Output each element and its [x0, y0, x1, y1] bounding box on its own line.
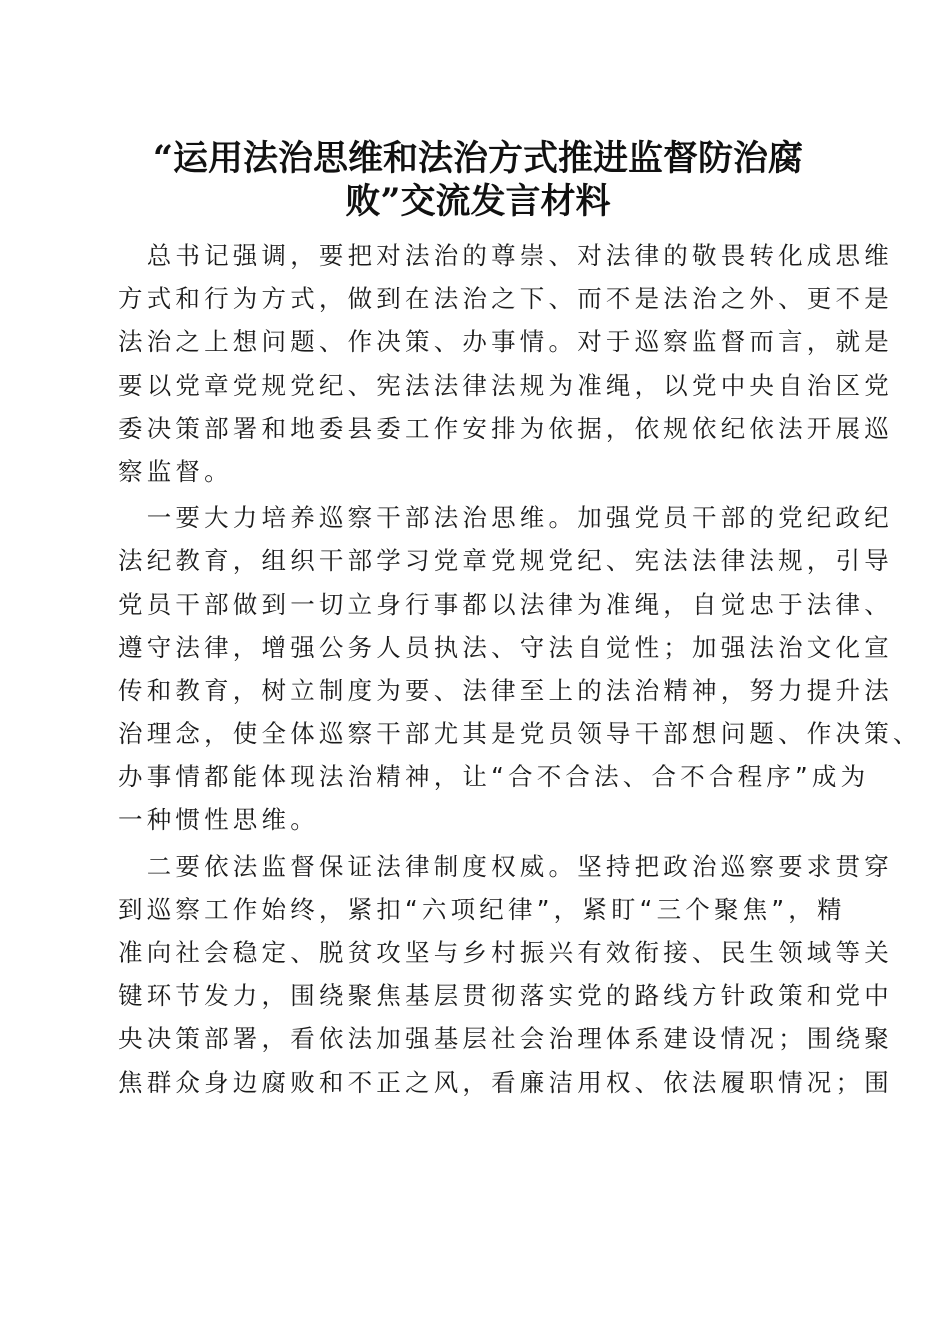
body-line: 二要依法监督保证法律制度权威。坚持把政治巡察要求贯穿	[118, 851, 893, 881]
body-line: 办事情都能体现法治精神，让“合不合法、合不合程序”成为	[118, 762, 870, 792]
body-line: 治理念，使全体巡察干部尤其是党员领导干部想问题、作决策、	[118, 719, 922, 749]
paragraph-intro	[118, 234, 893, 493]
title-line-2: 败”交流发言材料	[345, 181, 611, 223]
paragraph-point-two	[118, 845, 893, 1104]
body-line: 央决策部署，看依法加强基层社会治理体系建设情况；围绕聚	[118, 1024, 893, 1054]
title-line-1: “运用法治思维和法治方式推进监督防治腐	[152, 138, 804, 179]
body-line: 遵守法律，增强公务人员执法、守法自觉性；加强法治文化宣	[118, 632, 893, 662]
document-title	[118, 136, 838, 222]
body-line: 准向社会稳定、脱贫攻坚与乡村振兴有效衔接、民生领域等关	[118, 938, 893, 967]
document-body	[118, 234, 922, 1104]
body-line: 焦群众身边腐败和不正之风，看廉洁用权、依法履职情况；围	[118, 1067, 893, 1097]
body-line: 要以党章党规党纪、宪法法律法规为准绳，以党中央自治区党	[118, 370, 893, 400]
body-line: 一要大力培养巡察干部法治思维。加强党员干部的党纪政纪	[118, 503, 893, 533]
body-line: 总书记强调，要把对法治的尊崇、对法律的敬畏转化成思维	[118, 241, 893, 270]
body-line: 到巡察工作始终，紧扣“六项纪律”，紧盯“三个聚焦”，精	[118, 894, 846, 924]
body-line: 方式和行为方式，做到在法治之下、而不是法治之外、更不是	[118, 284, 893, 314]
body-line: 委决策部署和地委县委工作安排为依据，依规依纪依法开展巡	[118, 413, 893, 443]
body-line: 法纪教育，组织干部学习党章党规党纪、宪法法律法规，引导	[118, 546, 893, 576]
body-line: 传和教育，树立制度为要、法律至上的法治精神，努力提升法	[118, 675, 893, 705]
body-line: 党员干部做到一切立身行事都以法律为准绳，自觉忠于法律、	[118, 589, 893, 619]
body-line: 察监督。	[118, 456, 233, 486]
body-line: 法治之上想问题、作决策、办事情。对于巡察监督而言，就是	[118, 327, 893, 357]
body-line: 一种惯性思维。	[118, 805, 319, 835]
body-line: 键环节发力，围绕聚焦基层贯彻落实党的路线方针政策和党中	[118, 981, 893, 1011]
paragraph-point-one	[118, 496, 922, 842]
